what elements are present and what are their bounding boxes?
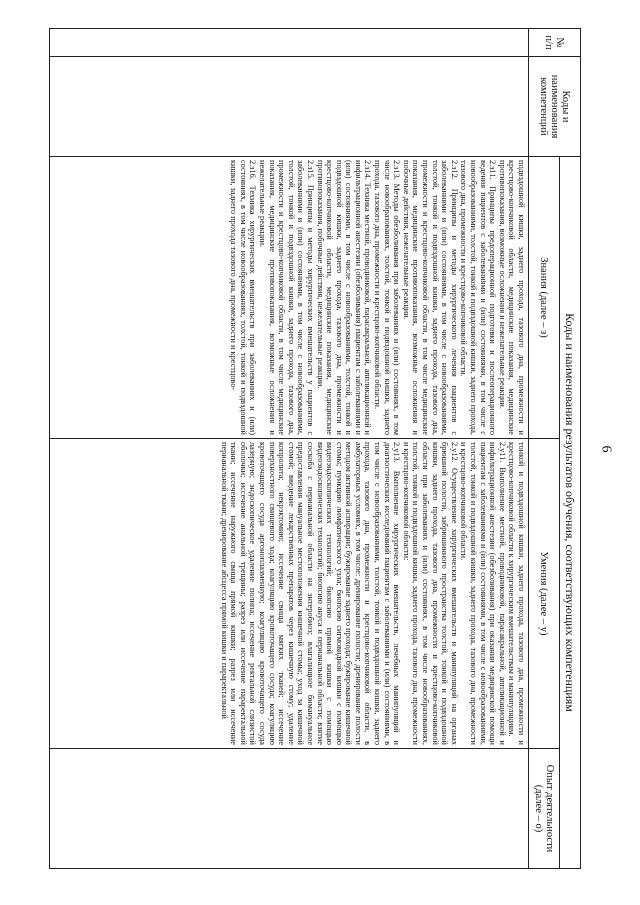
knowledge-item: 2.з16. Техника хирургических вмешательств при заболеваниях и (или) состояниях, в том числе новообразованиях, толстой, тонкой и подвздошной кишки, заднего прохода тазового дна, промежности и крестцово- [229, 160, 258, 435]
competency-table-rotated [49, 28, 581, 868]
knowledge-item: 2.з14. Техника местной, проводниковой, парасакральной, аппликационной и инфильтрационной анестезии (обезболивания) пациентам с заболеваниями и (или) состояниями, в том числе с новообразованиями, толстой, тонкой и подвздошной кишки, заднего прохода, тазового дна, промежности и крестцово-копчиковой области, медицинские показания, медицинские противопоказания, побочные действия, нежелательные реакции. [315, 160, 373, 435]
cell-knowledge [50, 157, 529, 439]
skills-item: 2.у11. Выполнение местной, проводниковой, парасакральной, аппликационной и инфильтрационной анестезии (обезболивания) при оказании медицинской помощи пациентам с заболеваниями и (или) состояниями, в том числе с новообразованиями, толстой, тонкой и подвздошной кишки, заднего прохода, тазового дна, промежности и крестцово-копчиковой области. [459, 442, 507, 745]
knowledge-item: 2.з15. Принципы и методы хирургических вмешательств у пациентов с заболеваниями и (или) состояниями, в том числе с новообразованиями, толстой, тонкой и подвздошной кишки, заднего прохода, тазового дна, промежности и крестцово-копчиковой области, в том числе медицинские показания, медицинские противопоказания, возможные осложнения и нежелательные реакции. [257, 160, 315, 435]
cell-number [50, 29, 529, 57]
header-experience: Опыт деятельности (далее – о) [529, 749, 560, 869]
cell-codes [50, 57, 529, 157]
knowledge-item: подвздошной кишки, заднего прохода, тазового дна, промежности и крестцово-копчиковой области, медицинские показания, медицинские противопоказания, возможные осложнения и нежелательные реакции. [497, 160, 526, 435]
skills-item: тонкой и подвздошной кишки, заднего прохода, тазового дна, промежности и крестцово-копчиковой области к хирургическим вмешательствам и манипуляциям. [507, 442, 526, 745]
cell-skills [50, 439, 529, 749]
competency-table [49, 28, 581, 869]
skills-item: 2.у12. Осуществление хирургических вмешательств и манипуляций на органах брюшной полости, забрюшинного пространства толстой, тонкой и подвздошной кишки, заднего прохода, тазового дна, промежности и крестцово-копчиковой области при заболеваниях и (или) состояниях, в том числе новообразованиях, толстой, тонкой и подвздошной кишки, заднего прохода, тазового дна, промежности и крестцово-копчиковой области: [401, 442, 459, 745]
cell-experience [50, 749, 529, 869]
header-number: № п/п [529, 29, 581, 57]
skills-item: 2.у13. Выполнение хирургических вмешательств, лечебных манипуляций и диагностических исследований пациентам с заболеваниями и (или) состояниями, в том числе с новообразованиями, толстой, тонкой и подвздошной кишки, заднего прохода, тазового дна, промежности и крестцово-копчиковой области, в амбулаторных условиях, в том числе: дренирование полости; дренирование полости методом активной аспирации; бужирование заднего прохода; бужирование кишечной стомы; пункцию лимфатического узла; биопсию сигмовидной кишки с помощью видеоэндоскопических технологий; биопсию прямой кишки с помощью видеоэндоскопических технологий; биопсию ануса и перианальной области; взятие соскоба с перианальной области на энтеробиоз; влагалищное бимануальное предоставления мануальное местоположения кишечной стомы; уход за кишечной стомой; введение лекарственных препаратов через кишечную стому; удаление копролита; некрэктомию; иссечение свища мягких тканей; иссечение поверхностного свищевого хода; коагуляцию кровоточащего сосуда; коагуляцию кровоточащего сосуда аргоноплазменную; коагуляцию кровоточащего сосуда лазерную; эндоскопическое удаление полипа; иссечение ректальной слизистой оболочки; иссечение анальной трещины; разрез или иссечение параректальной ткани; иссечение наружного свища прямой кишки; разрез или иссечение перианальной ткани; дренирование абсцесса прямой кишки и параректальной [219, 442, 402, 745]
knowledge-item: 2.з12. Принципы и методы хирургического лечения пациентов с заболеваниями и (или) состояниями, в том числе с новообразованиями, толстой, тонкой и подвздошной кишки, заднего прохода, тазового дна, промежности и крестцово-копчиковой области, в том числе медицинские показания, медицинские противопоказания, возможные осложнения и побочные действия, нежелательные реакции. [401, 160, 459, 435]
table-row [50, 29, 529, 869]
header-codes: Коды и наименования компетенций [529, 57, 581, 157]
header-skills: Умения (далее – у) [529, 439, 560, 749]
knowledge-item: 2.з13. Методы обезболивания при заболеваниях и (или) состояниях, в том числе новообразованиях, толстой, тонкой и подвздошной кишки, заднего прохода, тазового дна, промежности и крестцово-копчиковой области. [373, 160, 402, 435]
page-number: 6 [598, 445, 614, 453]
header-knowledge: Знания (далее – з) [529, 157, 560, 439]
header-results-group: Коды и наименования результатов обучения, соответствующих компетенциям [560, 157, 581, 869]
knowledge-item: 2.з11. Принципы предоперационной подготовки и послеоперационного ведения пациентов с заболеваниями и (или) состояниями, в том числе с новообразованиями, толстой, тонкой и подвздошной кишки, заднего прохода, тазового дна, промежности и крестцово-копчиковой области. [459, 160, 498, 435]
